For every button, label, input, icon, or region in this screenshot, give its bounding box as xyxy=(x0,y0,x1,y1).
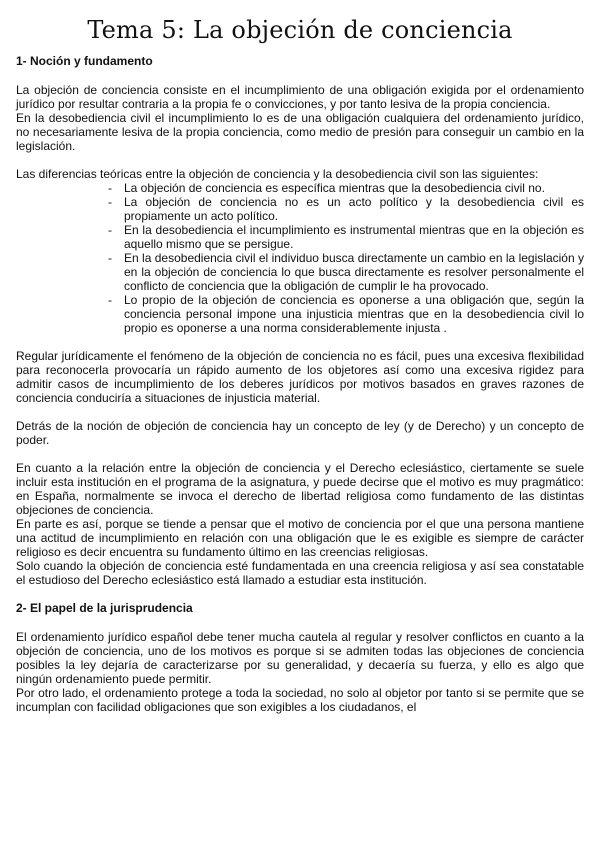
paragraph: La objeción de conciencia consiste en el incumplimiento de una obligación exigida por el ordenamiento jurídico por resultar contraria a la propia fe o convicciones, y por tanto lesiva de la propia conciencia. xyxy=(16,83,584,111)
section-heading: 1- Noción y fundamento xyxy=(16,54,153,68)
differences-list xyxy=(108,181,584,335)
paragraph: En la desobediencia civil el incumplimiento lo es de una obligación cualquiera del ordenamiento jurídico, no necesariamente lesiva de la propia conciencia, como medio de presión para conseguir un cambio en la legislación. xyxy=(16,111,584,153)
paragraph: Por otro lado, el ordenamiento protege a toda la sociedad, no solo al objetor por tanto si se permite que se incumplan con facilidad obligaciones que son exigibles a los ciudadanos, el xyxy=(16,686,584,714)
paragraph: En cuanto a la relación entre la objeción de conciencia y el Derecho eclesiástico, ciertamente se suele incluir esta institución en el programa de la asignatura, y puede decirse que el motivo es muy pragmático: en España, normalmente se invoca el derecho de libertad religiosa como fundamento de las distintas objeciones de conciencia. xyxy=(16,461,584,517)
document-page xyxy=(0,16,600,864)
section-heading: 2- El papel de la jurisprudencia xyxy=(16,601,193,615)
list-item: - Lo propio de la objeción de conciencia es oponerse a una obligación que, según la conciencia personal impone una injusticia mientras que en la desobediencia civil lo propio es oponerse a una norma considerablemente injusta . xyxy=(108,293,584,335)
page-title: Tema 5: La objeción de conciencia xyxy=(87,16,513,44)
paragraph: En parte es así, porque se tiende a pensar que el motivo de conciencia por el que una persona mantiene una actitud de incumplimiento en relación con una obligación que le es exigible es siempre de carácter religioso es decir encuentra su fundamento último en las creencias religiosas. xyxy=(16,517,584,559)
list-item: - En la desobediencia civil el individuo busca directamente un cambio en la legislación y en la objeción de conciencia lo que busca directamente es resolver personalmente el conflicto de conciencia que la obligación de cumplir le ha provocado. xyxy=(108,251,584,293)
paragraph: Las diferencias teóricas entre la objeción de conciencia y la desobediencia civil son las siguientes: xyxy=(16,167,539,181)
paragraph: Regular jurídicamente el fenómeno de la objeción de conciencia no es fácil, pues una excesiva flexibilidad para reconocerla provocaría un rápido aumento de los objetores así como una excesiva rigidez para admitir casos de incumplimiento de los deberes jurídicos por motivos basados en graves razones de conciencia conduciría a situaciones de injusticia material. xyxy=(16,349,584,405)
list-item: - La objeción de conciencia es específica mientras que la desobediencia civil no. xyxy=(108,181,584,195)
list-item: - La objeción de conciencia no es un acto político y la desobediencia civil es propiamente un acto político. xyxy=(108,195,584,223)
paragraph: Detrás de la noción de objeción de conciencia hay un concepto de ley (y de Derecho) y un concepto de poder. xyxy=(16,419,584,447)
paragraph: El ordenamiento jurídico español debe tener mucha cautela al regular y resolver conflictos en cuanto a la objeción de conciencia, uno de los motivos es porque si se admiten todas las objeciones de conciencia posibles la ley dejaría de caracterizarse por su generalidad, y decaería su fuerza, y ello es algo que ningún ordenamiento puede permitir. xyxy=(16,630,584,686)
paragraph: Solo cuando la objeción de conciencia esté fundamentada en una creencia religiosa y así sea constatable el estudioso del Derecho eclesiástico está llamado a estudiar esta institución. xyxy=(16,559,584,587)
list-item: - En la desobediencia el incumplimiento es instrumental mientras que en la objeción es aquello mismo que se persigue. xyxy=(108,223,584,251)
